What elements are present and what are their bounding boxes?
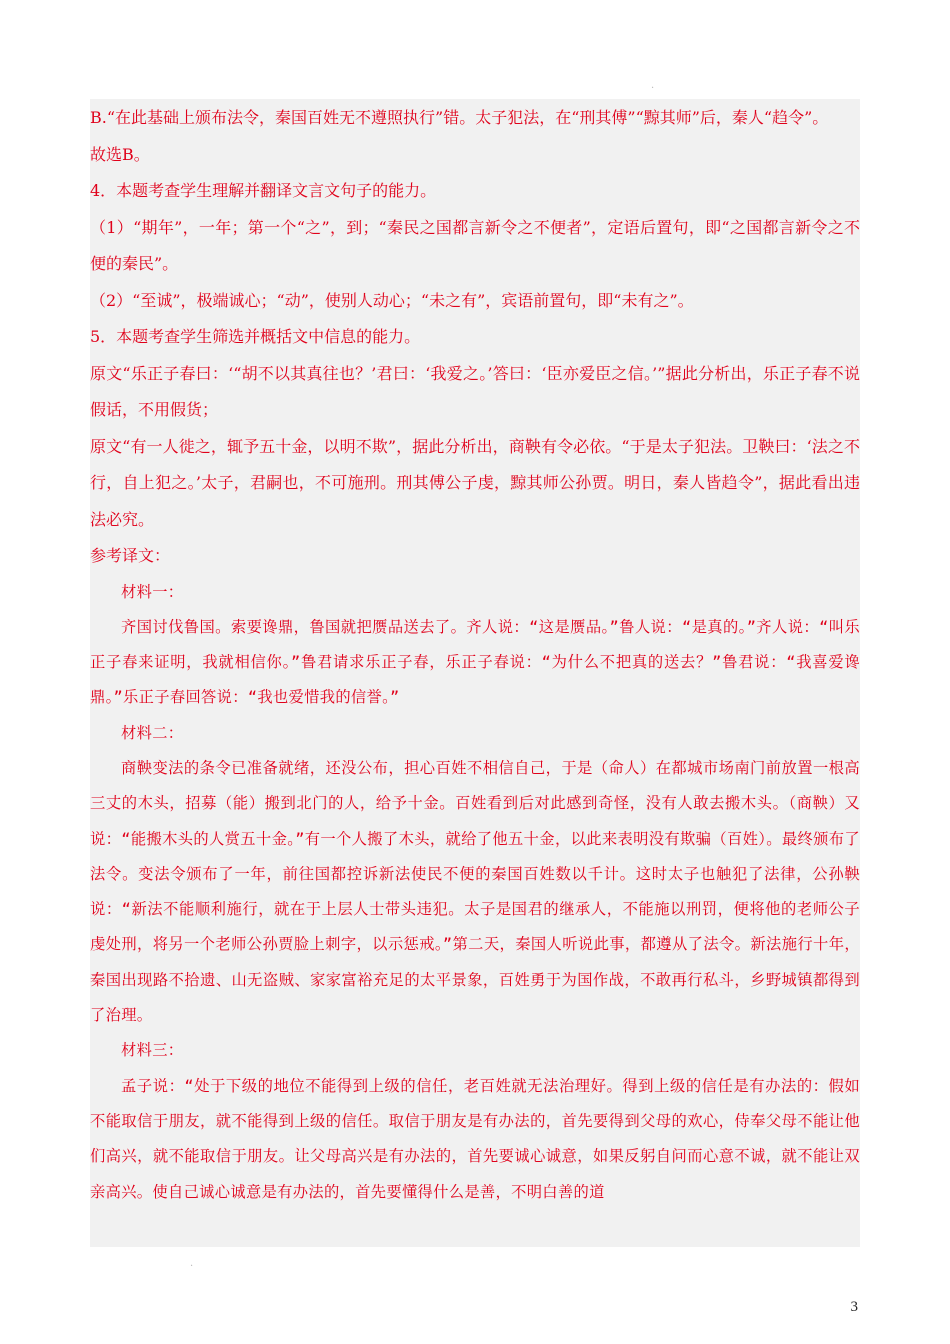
material-1-body: 齐国讨伐鲁国。索要谗鼎，鲁国就把赝品送去了。齐人说：“这是赝品。”鲁人说：“是真的。”齐人说：“叫乐正子春来证明，我就相信你。”鲁君请求乐正子春，乐正子春说：“为什么不把真的送去？”鲁君说：“我喜爱谗鼎。”乐正子春回答说：“我也爱惜我的信誉。” — [90, 617, 860, 707]
question-4-part-2: （2）“至诚”，极端诚心；“动”，使别人动心；“未之有”，宾语前置句，即“未有之”。 — [90, 290, 694, 310]
scan-dot: · — [651, 83, 655, 94]
question-5-heading: 5．本题考查学生筛选并概括文中信息的能力。 — [90, 327, 421, 346]
translation-section — [90, 575, 860, 1210]
explanation-section — [90, 99, 860, 575]
question-4-heading: 4．本题考查学生理解并翻译文言文句子的能力。 — [90, 181, 437, 200]
material-2-title: 材料二： — [121, 723, 184, 742]
material-1-title: 材料一： — [121, 582, 184, 601]
page-content — [90, 99, 860, 1247]
page-number: 3 — [850, 1299, 858, 1315]
question-5-evidence-b: 原文“有一人徙之，辄予五十金，以明不欺”，据此分析出，商鞅有令必依。“于是太子犯法。卫鞅曰：‘法之不行，自上犯之。’太子，君嗣也，不可施刑。刑其傅公子虔，黥其师公孙贾。明日，秦人皆趋令”，据此看出违法必究。 — [90, 436, 860, 529]
question-5-evidence-a: 原文“乐正子春曰：‘“胡不以其真往也？’君曰：‘我爱之。’答曰：‘臣亦爱臣之信。’”据此分析出，乐正子春不说假话，不用假货； — [90, 363, 860, 419]
material-2-body: 商鞅变法的条令已准备就绪，还没公布，担心百姓不相信自己，于是（命人）在都城市场南门前放置一根高三丈的木头，招募（能）搬到北门的人，给予十金。百姓看到后对此感到奇怪，没有人敢去搬木头。（商鞅）又说：“能搬木头的人赏五十金。”有一个人搬了木头，就给了他五十金，以此来表明没有欺骗（百姓）。最终颁布了法令。变法令颁布了一年，前往国都控诉新法使民不便的秦国百姓数以千计。这时太子也触犯了法律，公孙鞅说：“新法不能顺利施行，就在于上层人士带头违犯。太子是国君的继承人，不能施以刑罚，便将他的老师公子虔处刑，将另一个老师公孙贾脸上刺字，以示惩戒。”第二天，秦国人听说此事，都遵从了法令。新法施行十年，秦国出现路不拾遗、山无盗贼、家家富裕充足的太平景象，百姓勇于为国作战，不敢再行私斗，乡野城镇都得到了治理。 — [90, 758, 860, 1025]
option-b-explanation: B.“在此基础上颁布法令，秦国百姓无不遵照执行”错。太子犯法，在“刑其傅”“黥其师”后，秦人“趋令”。 — [90, 108, 829, 127]
answer-choice: 故选B。 — [90, 144, 150, 164]
scan-dot: · — [190, 1261, 194, 1272]
question-4-part-1: （1）“期年”，一年；第一个“之”，到；“秦民之国都言新令之不便者”，定语后置句，即“之国都言新令之不便的秦民”。 — [90, 217, 860, 273]
material-3-title: 材料三： — [121, 1041, 184, 1060]
material-3-body: 孟子说：“处于下级的地位不能得到上级的信任，老百姓就无法治理好。得到上级的信任是有办法的：假如不能取信于朋友，就不能得到上级的信任。取信于朋友是有办法的，首先要得到父母的欢心，侍奉父母不能让他们高兴，就不能取信于朋友。让父母高兴是有办法的，首先要诚心诚意，如果反躬自问而心意不诚，就不能让双亲高兴。使自己诚心诚意是有办法的，首先要懂得什么是善，不明白善的道 — [90, 1076, 860, 1201]
reference-translation-heading: 参考译文： — [90, 546, 171, 565]
